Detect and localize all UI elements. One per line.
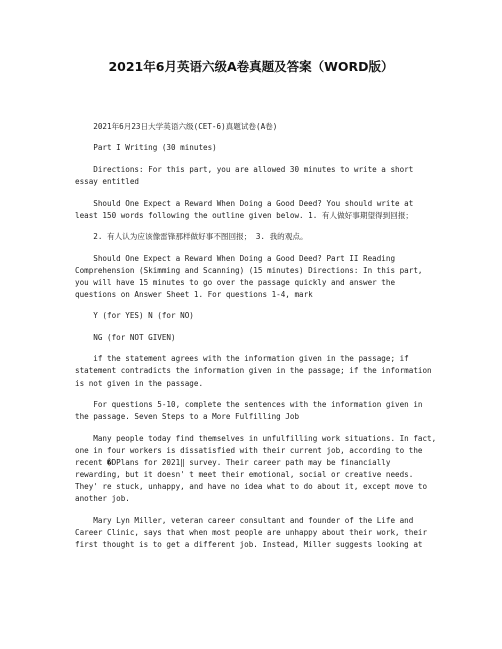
paragraph-line: Many people today find themselves in unfulfilling work situations. In fact, <box>75 433 437 443</box>
document-title: 2021年6月英语六级A卷真题及答案（WORD版） <box>108 59 394 74</box>
paragraph-line: questions on Answer Sheet 1. For questions 1-4, mark <box>75 289 313 299</box>
paragraph-line: Mary Lyn Miller, veteran career consultant and founder of the Life and <box>75 515 414 525</box>
paragraph-line: NG (for NOT GIVEN) <box>75 332 176 342</box>
document-body <box>75 121 435 560</box>
paragraph-line: another job. <box>75 494 130 504</box>
document-paragraph <box>75 164 435 188</box>
paragraph-line: you will have 15 minutes to go over the passage quickly and answer the <box>75 277 396 287</box>
paragraph-line: Career Clinic, says that when most people are unhappy about their work, their <box>75 527 428 537</box>
document-paragraph <box>75 399 435 423</box>
paragraph-line: 2. 有人认为应该像雷锋那样做好事不图回报； 3. 我的观点。 <box>75 232 308 242</box>
paragraph-line: statement contradicts the information given in the passage; if the information <box>75 366 432 376</box>
paragraph-line: rewarding, but it doesn' t meet their emotional, social or creative needs. <box>75 469 414 479</box>
document-paragraph <box>75 253 435 301</box>
paragraph-line: essay entitled <box>75 177 140 187</box>
paragraph-line: Part I Writing (30 minutes) <box>75 143 217 153</box>
paragraph-line: Should One Expect a Reward When Doing a Good Deed? You should write at <box>75 198 414 208</box>
document-paragraph <box>75 353 435 389</box>
paragraph-line: They' re stuck, unhappy, and have no idea what to do about it, except move to <box>75 481 428 491</box>
paragraph-line: if the statement agrees with the information given in the passage; if <box>75 354 409 364</box>
document-paragraph <box>75 198 435 222</box>
document-paragraph <box>75 433 435 506</box>
paragraph-line: the passage. Seven Steps to a More Fulfilling Job <box>75 412 300 422</box>
paragraph-line: recent �DPlans for 2021‖ survey. Their career path may be financially <box>75 457 391 467</box>
paragraph-line: Should One Expect a Reward When Doing a Good Deed? Part II Reading <box>75 253 396 263</box>
paragraph-line: first thought is to get a different job. Instead, Miller suggests looking at <box>75 539 423 549</box>
paragraph-line: Y (for YES) N (for NO) <box>75 311 194 321</box>
document-paragraph <box>75 310 435 322</box>
document-paragraph <box>75 231 435 243</box>
document-paragraph <box>75 332 435 344</box>
paragraph-line: 2021年6月23日大学英语六级(CET-6)真题试卷(A卷) <box>75 122 278 131</box>
paragraph-line: Directions: For this part, you are allowed 30 minutes to write a short <box>75 164 414 174</box>
document-paragraph <box>75 121 435 133</box>
paragraph-line: Comprehension (Skimming and Scanning) (15 minutes) Directions: In this part, <box>75 265 423 275</box>
paragraph-line: is not given in the passage. <box>75 378 204 388</box>
paragraph-line: least 150 words following the outline given below. 1. 有人做好事期望得到回报； <box>75 210 414 220</box>
document-paragraph <box>75 515 435 551</box>
paragraph-line: For questions 5-10, complete the sentences with the information given in <box>75 400 423 410</box>
paragraph-line: one in four workers is dissatisfied with their current job, according to the <box>75 445 423 455</box>
document-paragraph <box>75 142 435 154</box>
